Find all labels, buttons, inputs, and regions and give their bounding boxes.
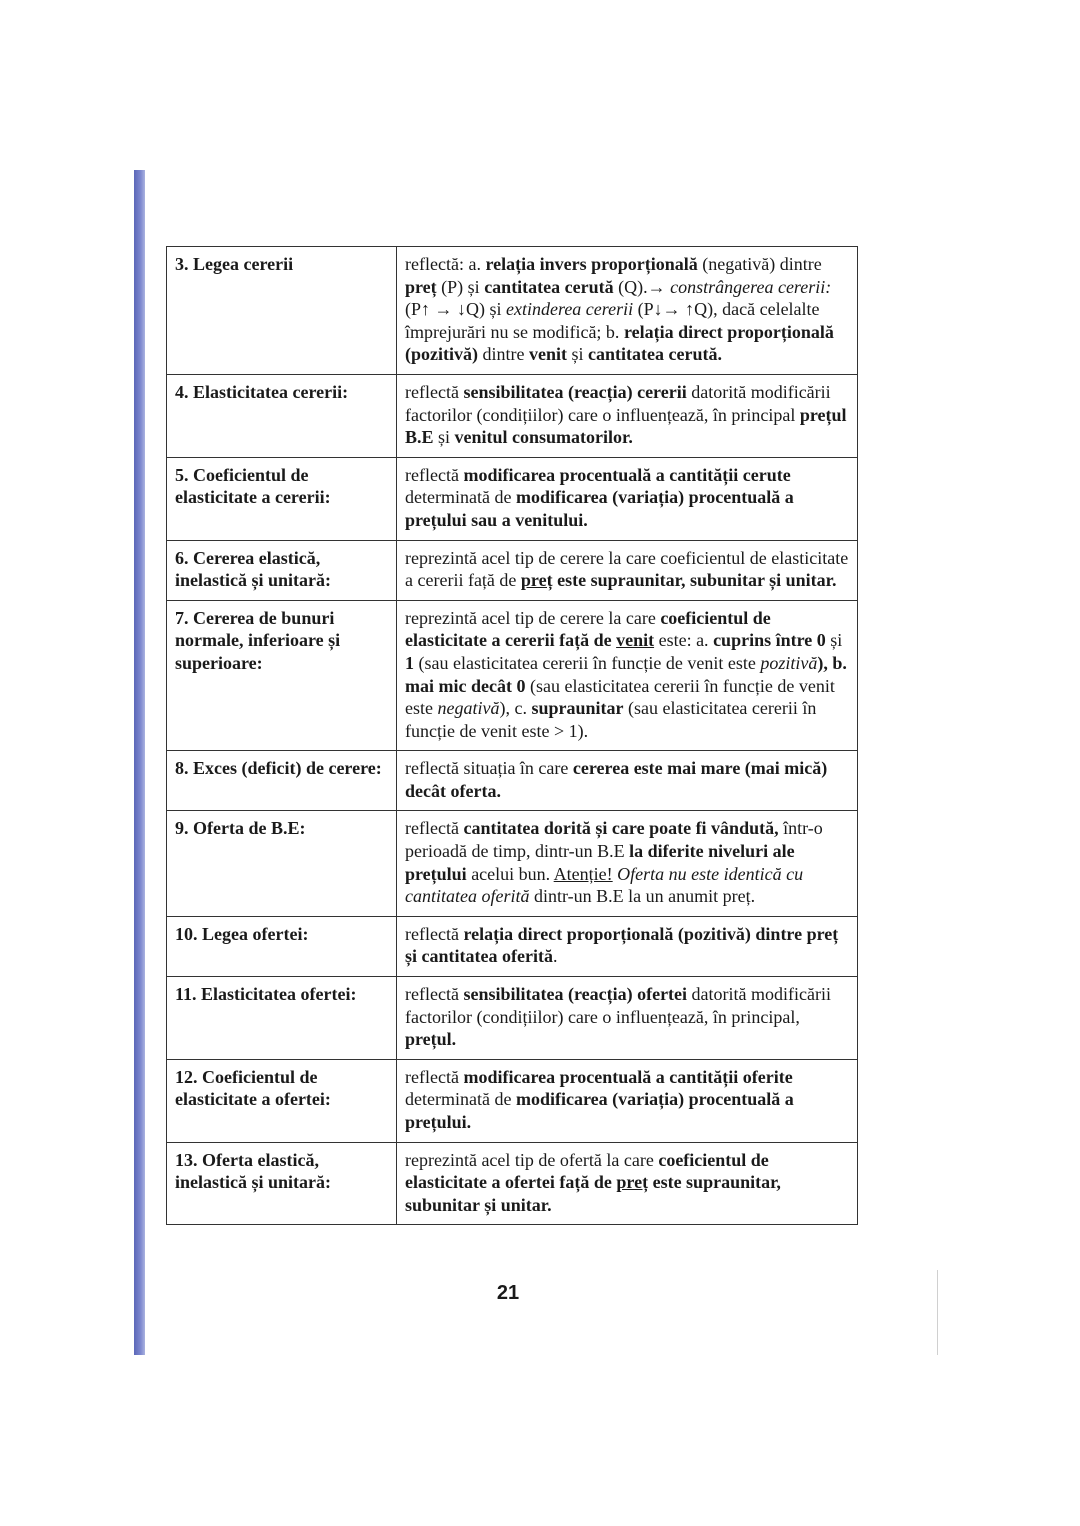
glossary-term: 5. Coeficientul de elasticitate a cererii: [167, 457, 397, 540]
glossary-row [167, 811, 858, 916]
glossary-term: 10. Legea ofertei: [167, 916, 397, 976]
definition-text-run: preț [616, 1172, 649, 1193]
glossary-term: 9. Oferta de B.E: [167, 811, 397, 916]
definition-text-run: preț [405, 276, 437, 297]
definition-text-run: cantitatea dorită și care poate fi vândută, [463, 818, 779, 839]
definition-text-run: reflectă [405, 923, 464, 944]
glossary-term: 3. Legea cererii [167, 247, 397, 375]
glossary-term: 11. Elasticitatea ofertei: [167, 977, 397, 1060]
glossary-term: 13. Oferta elastică, inelastică și unitară: [167, 1142, 397, 1225]
definition-text-run: cererea este mai mare (mai mică) decât oferta. [405, 758, 828, 801]
definition-text-run: și [825, 630, 843, 651]
definition-text-run: venitul consumatorilor. [454, 427, 633, 448]
definition-text-run: venit [616, 630, 655, 651]
definition-text-run: datorită modificării factorilor (condițiilor) care o influențează, în principal [405, 381, 831, 425]
definition-text-run: și [566, 344, 588, 365]
definition-text-run: (P) și [436, 276, 485, 297]
definition-text-run: într-o perioadă de timp, dintr-un B.E [405, 818, 823, 862]
glossary-term: 8. Exces (deficit) de cerere: [167, 751, 397, 811]
definition-text-run: este: a. [654, 630, 714, 651]
glossary-row [167, 600, 858, 751]
definition-text-run: modificarea procentuală a cantității oferite [463, 1066, 793, 1087]
definition-text-run: supraunitar [531, 698, 624, 719]
definition-text-run: sensibilitatea (reacția) cererii [463, 381, 687, 402]
definition-text-run: cuprins între 0 [713, 630, 826, 651]
definition-text-run: reflectă [405, 1066, 464, 1087]
definition-text-run: relația direct proporțională (pozitivă) [405, 321, 834, 365]
definition-text-run: (sau elasticitatea cererii în funcție de venit este [414, 652, 761, 673]
glossary-row [167, 916, 858, 976]
definition-text-run: reflectă [405, 818, 464, 839]
definition-text-run: relația invers proporțională [485, 254, 698, 274]
definition-text-run: ), c. [499, 698, 532, 719]
definition-text-run: (negativă) dintre [697, 254, 822, 274]
definition-text-run: reflectă: a. [405, 254, 486, 274]
definition-text-run: modificarea (variația) procentuală a prețului. [405, 1089, 794, 1132]
definition-text-run: datorită modificării factorilor (condițiilor) care o influențează, în principal, [405, 984, 831, 1027]
definition-text-run: (sau elasticitatea cererii în funcție de venit este [405, 675, 835, 719]
definition-text-run: reprezintă acel tip de cerere la care [405, 607, 661, 628]
definition-text-run: este supraunitar, subunitar și unitar. [405, 1172, 781, 1215]
glossary-definition [397, 540, 858, 600]
glossary-row [167, 374, 858, 457]
definition-text-run: extinderea cererii [506, 299, 634, 320]
definition-text-run: la diferite niveluri ale prețului [405, 841, 795, 884]
glossary-row [167, 247, 858, 375]
definition-text-run: reflectă situația în care [405, 758, 573, 779]
glossary-row [167, 1142, 858, 1225]
definition-text-run: cantitatea cerută [484, 276, 614, 297]
glossary-term: 12. Coeficientul de elasticitate a ofertei: [167, 1059, 397, 1142]
definition-text-run: sensibilitatea (reacția) ofertei [463, 984, 688, 1005]
glossary-definition [397, 600, 858, 751]
definition-text-run: modificarea procentuală a cantității cerute [463, 464, 791, 485]
definition-text-run: este supraunitar, subunitar și unitar. [552, 570, 837, 591]
definition-text-run: reprezintă acel tip de ofertă la care [405, 1149, 659, 1170]
definition-text-run: dintr-un B.E la un anumit preț. [529, 886, 756, 907]
glossary-row [167, 977, 858, 1060]
glossary-definition [397, 916, 858, 976]
definition-text-run: Oferta nu este identică cu cantitatea oferită [405, 863, 804, 907]
definition-text-run: constrângerea cererii: [670, 276, 832, 297]
page-edge-line [937, 1270, 938, 1355]
glossary-term: 7. Cererea de bunuri normale, inferioare și superioare: [167, 600, 397, 751]
definition-text-run: reprezintă acel tip de cerere la care coeficientul de elasticitate a cererii față de [405, 547, 849, 591]
glossary-table-body [167, 247, 858, 1225]
glossary-row [167, 1059, 858, 1142]
glossary-definition [397, 1059, 858, 1142]
definition-text-run: (Q).→ [613, 276, 671, 297]
definition-text-run: acelui bun. [466, 863, 554, 884]
definition-text-run: pozitivă [760, 652, 818, 673]
definition-text-run: modificarea (variația) procentuală a prețului sau a venitului. [405, 487, 794, 530]
glossary-definition [397, 1142, 858, 1225]
glossary-row [167, 540, 858, 600]
definition-text-run: relația direct proporțională (pozitivă) dintre preț și cantitatea oferită [405, 923, 839, 967]
page-number: 21 [496, 1282, 520, 1304]
definition-text-run: și [433, 427, 455, 448]
definition-text-run: Atenție! [553, 863, 613, 884]
glossary-definition [397, 811, 858, 916]
definition-text-run: determinată de [405, 1089, 516, 1110]
glossary-definition [397, 751, 858, 811]
definition-text-run: reflectă [405, 984, 464, 1005]
definition-text-run: coeficientul de elasticitate a cererii față de [405, 607, 771, 651]
definition-text-run: determinată de [405, 487, 516, 508]
glossary-definition [397, 247, 858, 375]
definition-text-run: venit [528, 344, 567, 365]
glossary-row [167, 751, 858, 811]
glossary-table [166, 246, 858, 1225]
definition-text-run: preț [520, 570, 553, 591]
definition-text-run: negativă [437, 698, 500, 719]
definition-text-run: . [552, 946, 558, 967]
glossary-definition [397, 977, 858, 1060]
definition-text-run: ), b. mai mic decât 0 [405, 652, 847, 696]
definition-text-run: reflectă [405, 381, 464, 402]
definition-text-run: prețul B.E [405, 404, 847, 448]
definition-text-run: prețul. [405, 1029, 457, 1050]
definition-text-run: 1 [405, 652, 414, 673]
glossary-row [167, 457, 858, 540]
glossary-definition [397, 457, 858, 540]
definition-text-run: (P↑ → ↓Q) și [405, 299, 507, 320]
definition-text-run: coeficientul de elasticitate a ofertei față de [405, 1149, 769, 1193]
definition-text-run: cantitatea cerută. [588, 344, 722, 365]
page-binding-edge [134, 170, 145, 1355]
definition-text-run: (P↓→ ↑Q), dacă celelalte împrejurări nu se modifică; b. [405, 299, 820, 342]
definition-text-run: dintre [477, 344, 529, 365]
glossary-term: 4. Elasticitatea cererii: [167, 374, 397, 457]
definition-text-run: (sau elasticitatea cererii în funcție de venit este > 1). [405, 698, 817, 741]
definition-text-run: reflectă [405, 464, 464, 485]
glossary-term: 6. Cererea elastică, inelastică și unitară: [167, 540, 397, 600]
glossary-definition [397, 374, 858, 457]
